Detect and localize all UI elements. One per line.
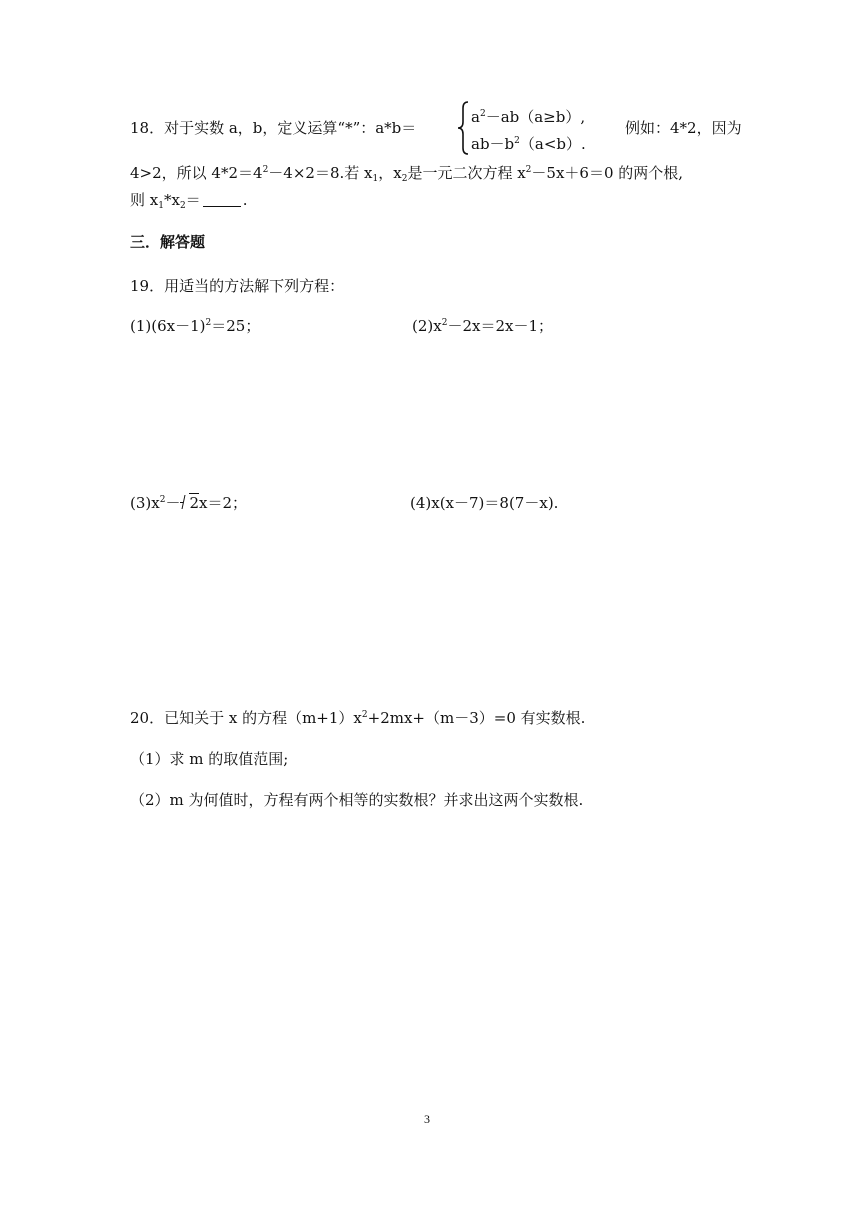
q18-line2-sub1: 1 (372, 174, 379, 184)
q18-prefix: 18．对于实数 a，b，定义运算“*”：a*b＝ (130, 119, 417, 137)
q18-case1-base: a (471, 108, 480, 126)
section-3-heading: 三．解答题 (130, 233, 206, 251)
q19-p1-b: ＝25； (211, 317, 261, 335)
q19-p2-exponent: 2 (441, 318, 448, 328)
q18-case2-rest: （a<b）. (519, 135, 586, 153)
q18-line2-c: ，x (378, 164, 402, 182)
q18-example-intro (625, 118, 742, 138)
q19-stem: 19．用适当的方法解下列方程： (130, 277, 345, 295)
left-brace-icon (455, 100, 471, 156)
q19-p3-c: x＝2； (199, 494, 248, 512)
q19-p3-b: － (165, 494, 181, 512)
q18-line-3 (130, 190, 247, 210)
q18-case1-exponent: 2 (479, 109, 486, 119)
q19-p3-a: (3)x (130, 494, 160, 512)
q18-line2-a: 4>2，所以 4*2＝4 (130, 164, 263, 182)
q20-exponent: 2 (361, 710, 368, 720)
q18-line3-sub1: 1 (158, 201, 164, 211)
q19-part-3 (130, 493, 247, 513)
q19-p3-exponent: 2 (159, 495, 166, 505)
q19-p1-exponent: 2 (205, 318, 212, 328)
q18-case-2 (471, 133, 586, 154)
q19-p1-a: (1)(6x－1) (130, 317, 206, 335)
q18-case1-rest: －ab（a≥b）, (485, 108, 586, 126)
q18-line2-sub2: 2 (401, 174, 408, 184)
q20-sub-2: （2）m 为何值时，方程有两个相等的实数根？并求出这两个实数根. (130, 791, 584, 809)
q18-case-1 (471, 106, 585, 127)
q18-line3-end: . (242, 191, 248, 209)
q18-case2-exponent: 2 (514, 136, 520, 146)
page-number: 3 (424, 1112, 430, 1126)
q19-p2-b: －2x＝2x－1； (447, 317, 554, 335)
q18-line2-d: 是一元二次方程 x (407, 164, 526, 182)
q18-line-1 (130, 118, 416, 138)
q19-part-4: (4)x(x－7)＝8(7－x). (410, 494, 559, 512)
q18-line3-c: ＝ (185, 191, 201, 209)
q20-sub-1: （1）求 m 的取值范围; (130, 750, 289, 768)
q18-line3-sub2: 2 (179, 201, 186, 211)
q18-line2-exponent: 2 (262, 165, 269, 175)
q18-after-def: 例如：4*2，因为 (625, 119, 742, 137)
q19-p2-a: (2)x (412, 317, 442, 335)
q20-stem-a: 20．已知关于 x 的方程（m+1）x (130, 709, 362, 727)
q20-stem-b: +2mx+（m－3）=0 有实数根. (367, 709, 586, 727)
q18-line-2 (130, 163, 683, 183)
q18-case2-base: ab－b (471, 135, 515, 153)
q18-line2-b: －4×2＝8.若 x (268, 164, 373, 182)
q20-stem (130, 708, 585, 728)
q19-part-1 (130, 316, 260, 336)
q18-line2-e: －5x＋6＝0 的两个根, (531, 164, 684, 182)
answer-blank[interactable] (203, 192, 241, 207)
q18-line2-exponent2: 2 (525, 165, 532, 175)
q18-line3-a: 则 x (130, 191, 159, 209)
q18-line3-b: *x (163, 191, 180, 209)
q18-piecewise-definition (455, 100, 615, 156)
q19-p3-radicand: 2 (189, 494, 200, 512)
square-root-sign (180, 493, 199, 513)
q19-part-2 (412, 316, 553, 336)
